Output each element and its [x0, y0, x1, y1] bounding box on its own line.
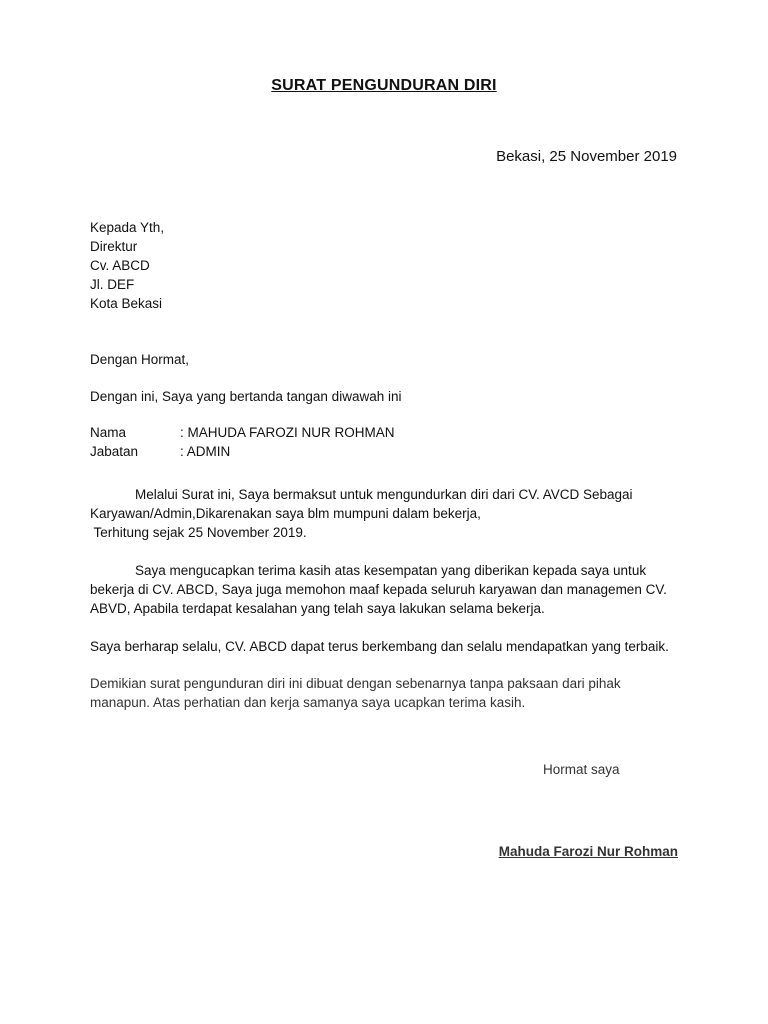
paragraph-closing-statement [90, 674, 621, 712]
recipient-line: Cv. ABCD [90, 258, 150, 273]
signature-name: Mahuda Farozi Nur Rohman [498, 844, 678, 859]
field-jabatan [90, 444, 230, 459]
nama-label: Nama [90, 425, 127, 440]
paragraph-line: Terhitung sejak 25 November 2019. [90, 525, 307, 540]
paragraph-line: Melalui Surat ini, Saya bermaksut untuk mengundurkan diri dari CV. AVCD Sebagai [90, 487, 633, 502]
jabatan-label: Jabatan [90, 444, 139, 459]
field-nama [90, 425, 395, 440]
paragraph-thanks [90, 561, 667, 618]
paragraph-resignation [90, 485, 633, 542]
paragraph-line: ABVD, Apabila terdapat kesalahan yang telah saya lakukan selama bekerja. [90, 601, 545, 616]
paragraph-line: bekerja di CV. ABCD, Saya juga memohon maaf kepada seluruh karyawan dan managemen CV. [90, 582, 667, 597]
place-date: Bekasi, 25 November 2019 [496, 148, 677, 165]
intro-sentence: Dengan ini, Saya yang bertanda tangan diwawah ini [90, 389, 402, 404]
recipient-line: Jl. DEF [90, 277, 135, 292]
recipient-line: Kepada Yth, [90, 220, 165, 235]
recipient-block [90, 218, 164, 313]
paragraph-line: Saya mengucapkan terima kasih atas kesempatan yang diberikan kepada saya untuk [90, 563, 647, 578]
closing-salutation: Hormat saya [543, 762, 620, 777]
paragraph-line: Karyawan/Admin,Dikarenakan saya blm mumpuni dalam bekerja, [90, 506, 481, 521]
recipient-line: Kota Bekasi [90, 296, 163, 311]
recipient-line: Direktur [90, 239, 138, 254]
letter-title: SURAT PENGUNDURAN DIRI [271, 77, 497, 94]
paragraph-hope: Saya berharap selalu, CV. ABCD dapat terus berkembang dan selalu mendapatkan yang terbaik. [90, 639, 669, 654]
nama-value: : MAHUDA FAROZI NUR ROHMAN [180, 425, 395, 440]
paragraph-line: manapun. Atas perhatian dan kerja samanya saya ucapkan terima kasih. [90, 695, 526, 710]
jabatan-value: : ADMIN [180, 444, 231, 459]
paragraph-line: Demikian surat pengunduran diri ini dibuat dengan sebenarnya tanpa paksaan dari pihak [90, 676, 621, 691]
greeting: Dengan Hormat, [90, 352, 190, 367]
